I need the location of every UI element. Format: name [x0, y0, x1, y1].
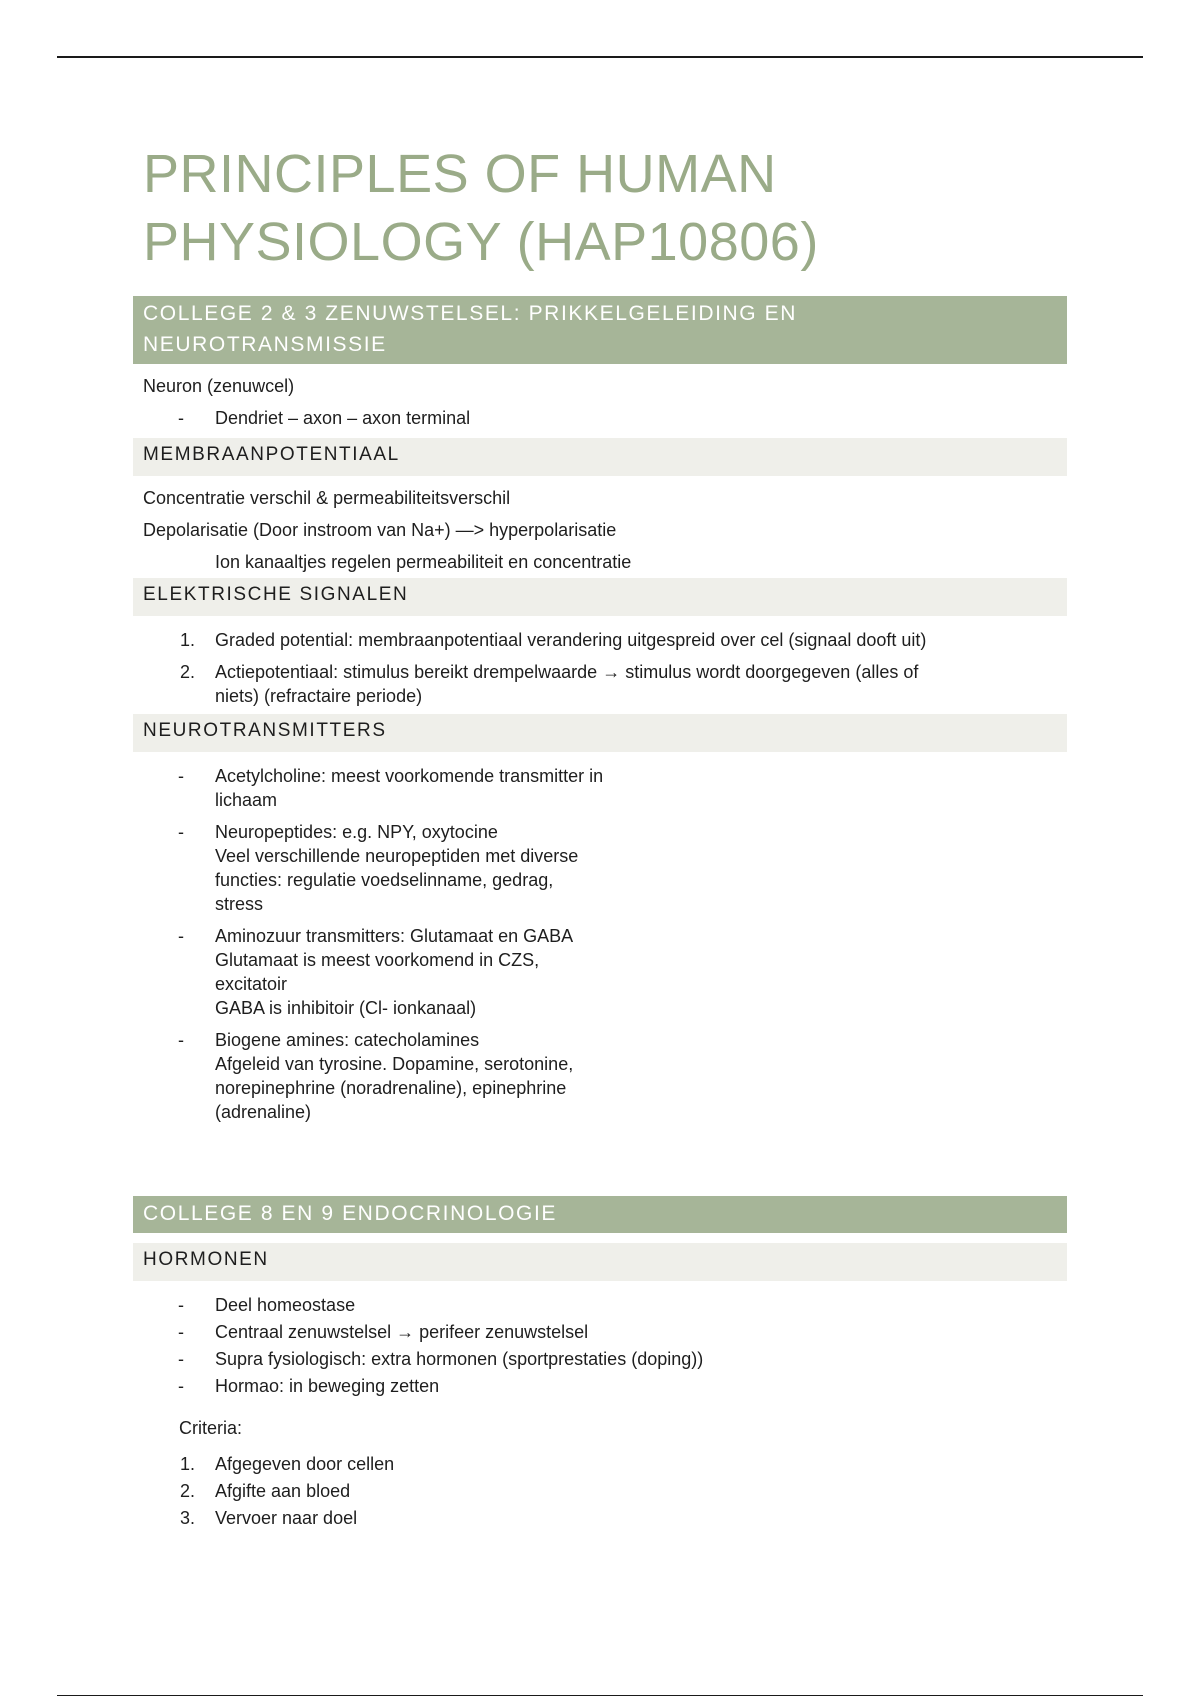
list-item — [133, 1347, 1067, 1371]
neuron-intro: Neuron (zenuwcel) — [143, 376, 295, 396]
list-item-text: Aminozuur transmitters: Glutamaat en GABA — [215, 926, 574, 946]
list-item — [133, 1028, 1067, 1124]
dash-marker: - — [178, 408, 184, 428]
list-item-text: lichaam — [215, 790, 278, 810]
list-item-text: Afgeleid van tyrosine. Dopamine, serotonine, — [215, 1054, 574, 1074]
list-number: 1. — [180, 630, 196, 650]
subheading-elektrische-signalen: ELEKTRISCHE SIGNALEN — [133, 578, 1067, 616]
criteria-label: Criteria: — [179, 1418, 243, 1438]
list-item — [133, 628, 1067, 652]
list-number: 3. — [180, 1508, 196, 1528]
dash-marker: - — [178, 766, 184, 786]
dash-marker: - — [178, 926, 184, 946]
list-item-text: (adrenaline) — [215, 1102, 312, 1122]
dash-marker: - — [178, 822, 184, 842]
list-number: 2. — [180, 662, 196, 682]
section-heading-college-2-3 — [133, 296, 1067, 364]
neuron-list — [133, 406, 1067, 430]
list-item-text: Deel homeostase — [215, 1295, 356, 1315]
list-item-text: Glutamaat is meest voorkomend in CZS, — [215, 950, 540, 970]
section-heading-line: NEUROTRANSMISSIE — [143, 333, 387, 356]
list-item-text: Hormao: in beweging zetten — [215, 1376, 440, 1396]
title-line: PRINCIPLES OF HUMAN — [143, 144, 777, 204]
list-item-text: Afgegeven door cellen — [215, 1454, 395, 1474]
list-item-text: Neuropeptides: e.g. NPY, oxytocine — [215, 822, 498, 842]
list-item-text: Acetylcholine: meest voorkomende transmitter in — [215, 766, 604, 786]
list-item-text: Centraal zenuwstelsel → perifeer zenuwstelsel — [215, 1322, 589, 1342]
list-item — [133, 1374, 1067, 1398]
list-item — [133, 924, 1067, 1020]
list-item-text: Afgifte aan bloed — [215, 1481, 351, 1501]
hormonen-list — [133, 1293, 1067, 1398]
dash-marker: - — [178, 1349, 184, 1369]
list-item-text: excitatoir — [215, 974, 288, 994]
document-body — [133, 140, 1067, 1530]
list-number: 1. — [180, 1454, 196, 1474]
subheading-membraanpotentiaal: MEMBRAANPOTENTIAAL — [133, 438, 1067, 476]
list-item-text: norepinephrine (noradrenaline), epinephrine — [215, 1078, 567, 1098]
paragraph: Depolarisatie (Door instroom van Na+) —> hyperpolarisatie — [143, 520, 617, 540]
list-item-text: Biogene amines: catecholamines — [215, 1030, 480, 1050]
bottom-rule — [57, 1695, 1143, 1696]
top-rule — [57, 56, 1143, 58]
dash-marker: - — [178, 1030, 184, 1050]
section-heading-line: COLLEGE 2 & 3 ZENUWSTELSEL: PRIKKELGELEIDING EN — [143, 302, 798, 325]
document-title — [143, 140, 1067, 276]
dash-marker: - — [178, 1295, 184, 1315]
list-item — [133, 1320, 1067, 1344]
elektrische-signalen-list — [133, 628, 1067, 708]
list-item-text: GABA is inhibitoir (Cl- ionkanaal) — [215, 998, 477, 1018]
list-item-text: Veel verschillende neuropeptiden met diverse — [215, 846, 579, 866]
indented-paragraph: Ion kanaaltjes regelen permeabiliteit en concentratie — [215, 552, 632, 572]
criteria-list — [133, 1452, 1067, 1530]
list-item-text: niets) (refractaire periode) — [215, 686, 423, 706]
neurotransmitters-list — [133, 764, 1067, 1124]
list-item — [133, 1506, 1067, 1530]
subheading-hormonen: HORMONEN — [133, 1243, 1067, 1281]
list-item — [133, 820, 1067, 916]
list-item-text: Vervoer naar doel — [215, 1508, 358, 1528]
list-item-text: stress — [215, 894, 264, 914]
title-line: PHYSIOLOGY (HAP10806) — [143, 212, 819, 272]
list-item — [133, 1293, 1067, 1317]
list-item — [133, 764, 1067, 812]
dash-marker: - — [178, 1322, 184, 1342]
section-heading-college-8-9 — [133, 1196, 1067, 1233]
section-heading-line: COLLEGE 8 EN 9 ENDOCRINOLOGIE — [143, 1202, 558, 1225]
paragraph: Concentratie verschil & permeabiliteitsverschil — [143, 488, 511, 508]
list-item — [133, 406, 1067, 430]
list-item-text: Actiepotentiaal: stimulus bereikt drempelwaarde → stimulus wordt doorgegeven (alles of — [215, 662, 919, 682]
list-item — [133, 1452, 1067, 1476]
list-number: 2. — [180, 1481, 196, 1501]
list-item-text: Graded potential: membraanpotentiaal verandering uitgespreid over cel (signaal dooft uit) — [215, 630, 927, 650]
dash-marker: - — [178, 1376, 184, 1396]
list-item — [133, 660, 1067, 708]
list-item — [133, 1479, 1067, 1503]
list-item-text: Dendriet – axon – axon terminal — [215, 408, 471, 428]
subheading-neurotransmitters: NEUROTRANSMITTERS — [133, 714, 1067, 752]
list-item-text: functies: regulatie voedselinname, gedrag, — [215, 870, 554, 890]
list-item-text: Supra fysiologisch: extra hormonen (sportprestaties (doping)) — [215, 1349, 704, 1369]
